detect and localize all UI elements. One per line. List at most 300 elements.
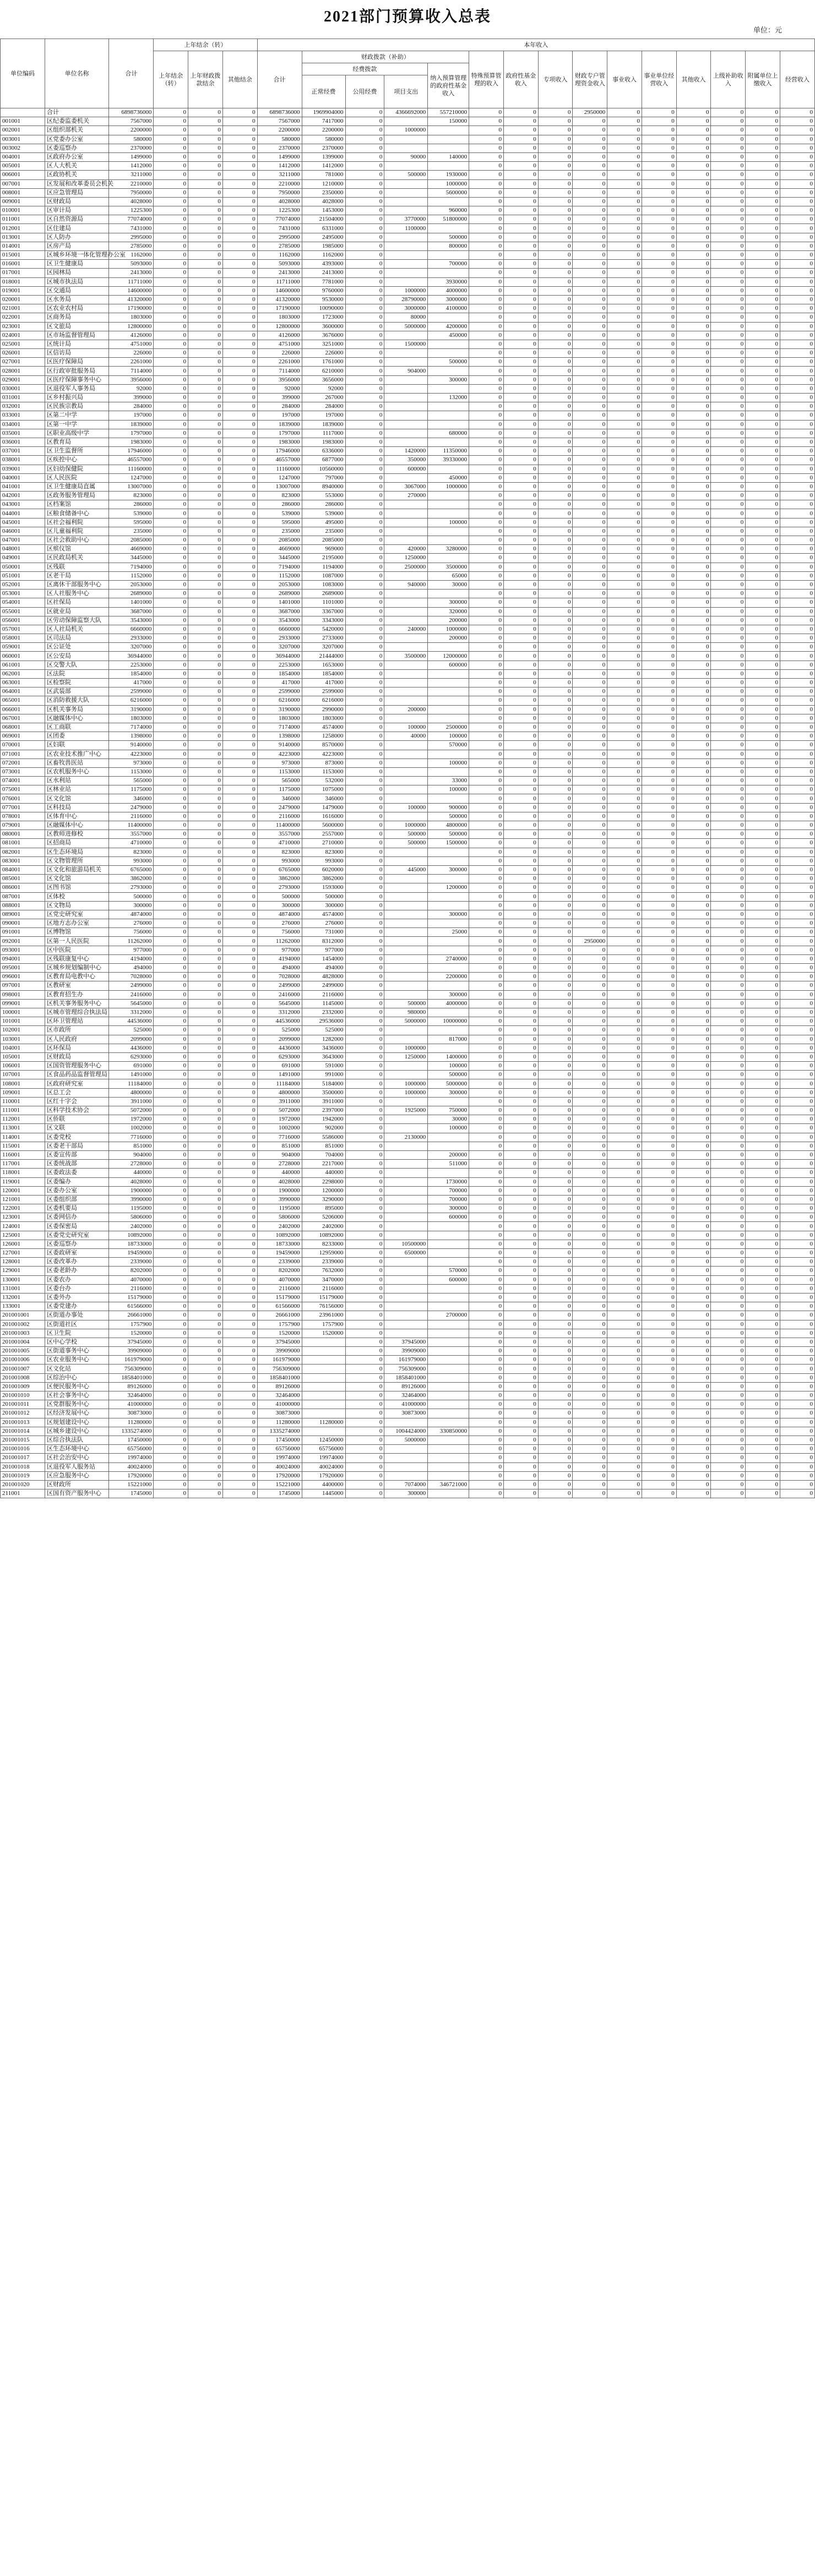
cell-value: 0 <box>538 197 573 206</box>
cell-value: 270000 <box>384 492 428 500</box>
cell-value: 0 <box>746 892 780 901</box>
cell-value <box>384 777 428 785</box>
table-row <box>1 696 815 705</box>
cell-value: 0 <box>503 973 538 981</box>
cell-value: 0 <box>780 1026 814 1035</box>
cell-value: 0 <box>642 1160 676 1169</box>
cell-value: 0 <box>469 1400 504 1409</box>
cell-value: 0 <box>573 394 607 402</box>
cell-value: 0 <box>538 1240 573 1248</box>
cell-value: 0 <box>746 1382 780 1391</box>
cell-value: 0 <box>642 492 676 500</box>
cell-value: 0 <box>154 1365 188 1373</box>
cell-value <box>384 1097 428 1106</box>
cell-value: 0 <box>503 928 538 937</box>
cell-name: 区水利站 <box>45 777 108 785</box>
cell-value: 0 <box>607 590 642 598</box>
cell-value: 0 <box>642 705 676 714</box>
cell-value: 0 <box>676 197 711 206</box>
cell-value: 0 <box>607 830 642 839</box>
cell-value: 0 <box>642 883 676 892</box>
cell-value: 0 <box>503 1347 538 1356</box>
cell-value: 2599000 <box>257 687 302 696</box>
cell-value: 0 <box>573 1124 607 1133</box>
cell-value: 1985000 <box>302 242 345 250</box>
cell-value: 0 <box>676 643 711 652</box>
cell-value: 0 <box>676 777 711 785</box>
cell-value: 0 <box>154 1293 188 1302</box>
cell-value: 0 <box>642 420 676 429</box>
cell-value: 0 <box>746 117 780 126</box>
cell-value: 0 <box>154 1213 188 1222</box>
cell-value: 17946000 <box>109 447 154 456</box>
cell-value: 0 <box>573 848 607 856</box>
cell-value: 0 <box>154 482 188 491</box>
table-row <box>1 402 815 411</box>
cell-value: 494000 <box>257 964 302 973</box>
cell-value: 0 <box>345 1008 384 1017</box>
cell-value: 0 <box>154 197 188 206</box>
cell-value: 0 <box>345 1017 384 1026</box>
cell-value: 0 <box>345 358 384 367</box>
cell-value: 0 <box>642 910 676 919</box>
cell-value: 0 <box>607 669 642 678</box>
cell-value: 0 <box>746 215 780 224</box>
cell-value: 1745000 <box>257 1489 302 1498</box>
cell-value: 0 <box>154 402 188 411</box>
table-row <box>1 162 815 171</box>
cell-value: 0 <box>469 411 504 420</box>
cell-code: 088001 <box>1 901 45 910</box>
cell-value: 23961000 <box>302 1311 345 1320</box>
cell-value: 0 <box>746 536 780 545</box>
cell-value: 2728000 <box>257 1160 302 1169</box>
cell-value: 0 <box>607 152 642 161</box>
cell-value <box>384 1160 428 1169</box>
cell-value: 2116000 <box>109 1284 154 1293</box>
cell-value: 0 <box>573 910 607 919</box>
cell-value: 0 <box>642 554 676 563</box>
cell-value <box>384 375 428 384</box>
cell-name: 区街道办事处 <box>45 1311 108 1320</box>
cell-value: 0 <box>154 1142 188 1150</box>
cell-value: 0 <box>573 1275 607 1284</box>
cell-code: 043001 <box>1 500 45 509</box>
cell-value: 0 <box>538 1142 573 1150</box>
cell-value: 0 <box>676 1150 711 1159</box>
cell-value: 0 <box>538 554 573 563</box>
cell-value: 0 <box>503 313 538 322</box>
cell-value: 0 <box>642 1106 676 1115</box>
cell-value: 0 <box>469 1017 504 1026</box>
cell-value: 0 <box>780 687 814 696</box>
cell-value <box>384 242 428 250</box>
cell-value: 0 <box>345 536 384 545</box>
cell-value: 200000 <box>384 705 428 714</box>
cell-value: 0 <box>345 696 384 705</box>
cell-value: 0 <box>538 260 573 269</box>
cell-value: 0 <box>711 803 746 812</box>
cell-value <box>384 990 428 999</box>
cell-value: 3211000 <box>257 171 302 179</box>
cell-value: 3600000 <box>302 322 345 331</box>
cell-value: 0 <box>222 669 257 678</box>
cell-value: 0 <box>503 892 538 901</box>
cell-value: 1335274000 <box>257 1427 302 1436</box>
cell-value: 0 <box>154 803 188 812</box>
cell-value: 6877000 <box>302 456 345 465</box>
cell-value: 0 <box>188 117 223 126</box>
cell-value: 0 <box>676 179 711 188</box>
cell-name: 区发展和改革委员会机关 <box>45 179 108 188</box>
cell-value: 1925000 <box>384 1106 428 1115</box>
table-row <box>1 714 815 723</box>
cell-value: 46557000 <box>257 456 302 465</box>
cell-value: 0 <box>780 1150 814 1159</box>
cell-value: 0 <box>607 1400 642 1409</box>
cell-name: 区教育局电教中心 <box>45 973 108 981</box>
cell-value: 2200000 <box>302 126 345 135</box>
cell-value: 0 <box>345 179 384 188</box>
cell-value: 2689000 <box>302 590 345 598</box>
cell-value: 0 <box>676 999 711 1008</box>
cell-value: 0 <box>676 456 711 465</box>
cell-value <box>428 848 469 856</box>
cell-value: 0 <box>345 117 384 126</box>
cell-value: 7417000 <box>302 117 345 126</box>
cell-value: 0 <box>746 910 780 919</box>
cell-value: 5000000 <box>428 1079 469 1088</box>
cell-value <box>428 1409 469 1418</box>
cell-value: 0 <box>222 1142 257 1150</box>
cell-value: 0 <box>188 883 223 892</box>
cell-value: 0 <box>538 1427 573 1436</box>
cell-value <box>428 1258 469 1267</box>
header-govfund: 政府性基金收入 <box>503 51 538 108</box>
cell-value: 0 <box>222 1115 257 1124</box>
cell-value: 1000000 <box>384 1079 428 1088</box>
cell-code: 002001 <box>1 126 45 135</box>
cell-value <box>384 527 428 536</box>
cell-value <box>428 767 469 776</box>
table-row <box>1 580 815 589</box>
cell-value: 0 <box>503 1169 538 1177</box>
cell-value: 0 <box>780 1267 814 1275</box>
cell-code: 030001 <box>1 384 45 393</box>
cell-value: 100000 <box>428 732 469 741</box>
cell-name: 区生态环境中心 <box>45 1445 108 1454</box>
cell-value: 2217000 <box>302 1160 345 1169</box>
cell-value: 0 <box>607 1240 642 1248</box>
cell-value: 0 <box>607 990 642 999</box>
cell-value: 0 <box>188 1258 223 1267</box>
cell-value: 0 <box>746 188 780 197</box>
cell-value: 0 <box>676 1258 711 1267</box>
cell-value: 0 <box>573 999 607 1008</box>
table-row <box>1 928 815 937</box>
cell-value: 0 <box>469 946 504 954</box>
cell-value: 0 <box>676 1275 711 1284</box>
cell-value: 0 <box>746 1177 780 1186</box>
cell-value: 0 <box>469 598 504 607</box>
cell-value <box>428 1320 469 1329</box>
cell-value: 0 <box>607 1160 642 1169</box>
cell-value: 3911000 <box>257 1097 302 1106</box>
table-row <box>1 509 815 518</box>
cell-value: 11350000 <box>428 447 469 456</box>
cell-value: 0 <box>188 224 223 233</box>
cell-value: 0 <box>188 1008 223 1017</box>
cell-value: 3445000 <box>109 554 154 563</box>
cell-code: 068001 <box>1 723 45 732</box>
cell-value: 1730000 <box>428 1177 469 1186</box>
cell-value: 0 <box>188 500 223 509</box>
cell-value: 1401000 <box>257 598 302 607</box>
cell-value: 0 <box>222 1124 257 1133</box>
cell-value: 226000 <box>302 349 345 358</box>
cell-code: 045001 <box>1 518 45 527</box>
cell-value: 0 <box>642 1052 676 1061</box>
cell-value: 0 <box>607 919 642 928</box>
cell-value: 0 <box>607 171 642 179</box>
cell-value: 0 <box>780 269 814 277</box>
cell-name: 区综治中心 <box>45 1373 108 1382</box>
cell-value: 0 <box>642 687 676 696</box>
cell-value: 6331000 <box>302 224 345 233</box>
cell-value: 0 <box>222 197 257 206</box>
cell-value: 0 <box>676 696 711 705</box>
cell-name: 区教师进修校 <box>45 830 108 839</box>
cell-value: 0 <box>345 767 384 776</box>
cell-value: 500000 <box>257 892 302 901</box>
cell-value: 4751000 <box>257 340 302 348</box>
cell-code: 032001 <box>1 402 45 411</box>
cell-value: 0 <box>573 1213 607 1222</box>
cell-value: 0 <box>222 126 257 135</box>
cell-value: 89126000 <box>384 1382 428 1391</box>
cell-value: 0 <box>469 750 504 758</box>
cell-value: 1499000 <box>257 152 302 161</box>
cell-value: 0 <box>746 358 780 367</box>
cell-value: 1491000 <box>109 1071 154 1079</box>
cell-value: 0 <box>154 367 188 375</box>
cell-value: 0 <box>188 1052 223 1061</box>
cell-value: 0 <box>154 349 188 358</box>
cell-value: 0 <box>607 777 642 785</box>
cell-value: 4800000 <box>428 821 469 830</box>
cell-value: 100000 <box>384 723 428 732</box>
cell-value: 0 <box>222 394 257 402</box>
cell-value: 0 <box>154 732 188 741</box>
cell-name: 区人民医院 <box>45 473 108 482</box>
cell-value: 0 <box>573 1258 607 1267</box>
cell-value: 539000 <box>257 509 302 518</box>
cell-value: 0 <box>746 634 780 643</box>
cell-value: 0 <box>711 171 746 179</box>
cell-code: 033001 <box>1 411 45 420</box>
cell-value: 0 <box>538 848 573 856</box>
cell-value: 0 <box>607 875 642 883</box>
cell-value: 600000 <box>428 661 469 669</box>
cell-value: 0 <box>503 331 538 340</box>
cell-name: 区检察院 <box>45 679 108 687</box>
cell-value: 0 <box>573 349 607 358</box>
cell-value: 0 <box>711 856 746 865</box>
cell-value: 0 <box>676 1079 711 1088</box>
cell-value: 0 <box>642 1382 676 1391</box>
cell-code: 130001 <box>1 1275 45 1284</box>
cell-value: 0 <box>711 144 746 152</box>
cell-value: 0 <box>345 1391 384 1400</box>
cell-value: 10892000 <box>257 1231 302 1240</box>
cell-value: 0 <box>746 1454 780 1462</box>
cell-value: 0 <box>345 1284 384 1293</box>
header-fin-special: 专项收入 <box>538 51 573 108</box>
cell-value: 2099000 <box>257 1035 302 1044</box>
cell-value: 0 <box>746 883 780 892</box>
cell-value: 0 <box>573 233 607 242</box>
table-row <box>1 322 815 331</box>
cell-name: 区统计局 <box>45 340 108 348</box>
cell-value: 0 <box>222 465 257 473</box>
cell-value: 0 <box>469 1489 504 1498</box>
cell-name: 区融媒体中心 <box>45 821 108 830</box>
cell-value: 0 <box>573 571 607 580</box>
cell-value: 0 <box>573 1052 607 1061</box>
cell-value: 0 <box>538 928 573 937</box>
cell-value: 0 <box>711 1195 746 1204</box>
cell-value: 0 <box>607 892 642 901</box>
cell-value: 40024000 <box>302 1462 345 1471</box>
cell-value: 0 <box>711 367 746 375</box>
cell-value: 0 <box>222 830 257 839</box>
header-biz: 事业收入 <box>607 51 642 108</box>
cell-value: 0 <box>573 206 607 215</box>
cell-value: 89126000 <box>109 1382 154 1391</box>
cell-value: 0 <box>154 981 188 990</box>
cell-value: 0 <box>222 482 257 491</box>
cell-value: 6765000 <box>257 865 302 874</box>
cell-value: 0 <box>780 937 814 946</box>
cell-value: 0 <box>538 375 573 384</box>
cell-value <box>428 919 469 928</box>
cell-value: 0 <box>345 492 384 500</box>
cell-value: 0 <box>503 126 538 135</box>
cell-value <box>428 384 469 393</box>
cell-value: 0 <box>676 741 711 750</box>
cell-name: 区委编办 <box>45 1177 108 1186</box>
cell-value: 0 <box>607 1356 642 1365</box>
cell-name: 区林业站 <box>45 785 108 794</box>
cell-value: 0 <box>676 206 711 215</box>
cell-value <box>384 269 428 277</box>
cell-value: 0 <box>676 981 711 990</box>
cell-code: 065001 <box>1 696 45 705</box>
table-row <box>1 269 815 277</box>
cell-code: 014001 <box>1 242 45 250</box>
cell-value: 0 <box>711 251 746 260</box>
cell-value <box>384 1150 428 1159</box>
cell-value: 2495000 <box>302 233 345 242</box>
cell-value: 0 <box>573 411 607 420</box>
cell-value: 0 <box>746 447 780 456</box>
cell-value: 0 <box>711 1258 746 1267</box>
cell-value: 0 <box>711 705 746 714</box>
cell-value: 0 <box>222 777 257 785</box>
cell-value: 2200000 <box>257 126 302 135</box>
cell-value: 0 <box>538 741 573 750</box>
cell-value: 0 <box>642 661 676 669</box>
cell-value: 1153000 <box>302 767 345 776</box>
cell-name: 区卫生监督所 <box>45 447 108 456</box>
cell-name: 区融媒体中心 <box>45 714 108 723</box>
cell-value: 0 <box>607 1275 642 1284</box>
cell-value: 0 <box>607 1195 642 1204</box>
table-row <box>1 349 815 358</box>
cell-value: 36944000 <box>109 652 154 661</box>
cell-value: 0 <box>780 233 814 242</box>
cell-value: 0 <box>222 723 257 732</box>
cell-value: 0 <box>607 821 642 830</box>
cell-value: 0 <box>154 616 188 625</box>
cell-value: 3687000 <box>257 607 302 616</box>
cell-value: 0 <box>607 492 642 500</box>
cell-value: 0 <box>573 563 607 571</box>
cell-code: 047001 <box>1 536 45 545</box>
cell-value: 0 <box>154 892 188 901</box>
cell-value: 0 <box>780 1347 814 1356</box>
cell-value <box>428 1231 469 1240</box>
cell-value <box>384 687 428 696</box>
cell-value: 691000 <box>109 1062 154 1071</box>
cell-value: 0 <box>503 1213 538 1222</box>
cell-value: 0 <box>780 571 814 580</box>
cell-value: 0 <box>469 1471 504 1480</box>
cell-name: 区民政局机关 <box>45 554 108 563</box>
cell-value: 0 <box>676 687 711 696</box>
cell-value: 0 <box>573 473 607 482</box>
cell-value: 0 <box>188 1382 223 1391</box>
cell-value: 0 <box>538 687 573 696</box>
cell-code: 035001 <box>1 429 45 438</box>
cell-value: 0 <box>503 1160 538 1169</box>
cell-value: 0 <box>676 1062 711 1071</box>
cell-value: 0 <box>780 1471 814 1480</box>
cell-value: 0 <box>503 1267 538 1275</box>
cell-value: 0 <box>222 705 257 714</box>
cell-name: 区城乡建设中心 <box>45 1427 108 1436</box>
table-row <box>1 634 815 643</box>
cell-value: 0 <box>469 919 504 928</box>
cell-value: 0 <box>676 580 711 589</box>
cell-value: 0 <box>676 545 711 554</box>
cell-value: 0 <box>345 233 384 242</box>
table-row <box>1 563 815 571</box>
cell-value: 1942000 <box>302 1115 345 1124</box>
table-row <box>1 179 815 188</box>
cell-value: 0 <box>345 875 384 883</box>
cell-code: 201001016 <box>1 1445 45 1454</box>
cell-value: 0 <box>746 999 780 1008</box>
cell-value: 0 <box>711 590 746 598</box>
cell-value: 11711000 <box>109 277 154 286</box>
cell-value: 0 <box>469 135 504 144</box>
cell-value: 0 <box>607 901 642 910</box>
cell-value: 0 <box>642 990 676 999</box>
cell-value: 0 <box>711 536 746 545</box>
cell-value: 0 <box>746 1017 780 1026</box>
cell-value <box>384 1142 428 1150</box>
